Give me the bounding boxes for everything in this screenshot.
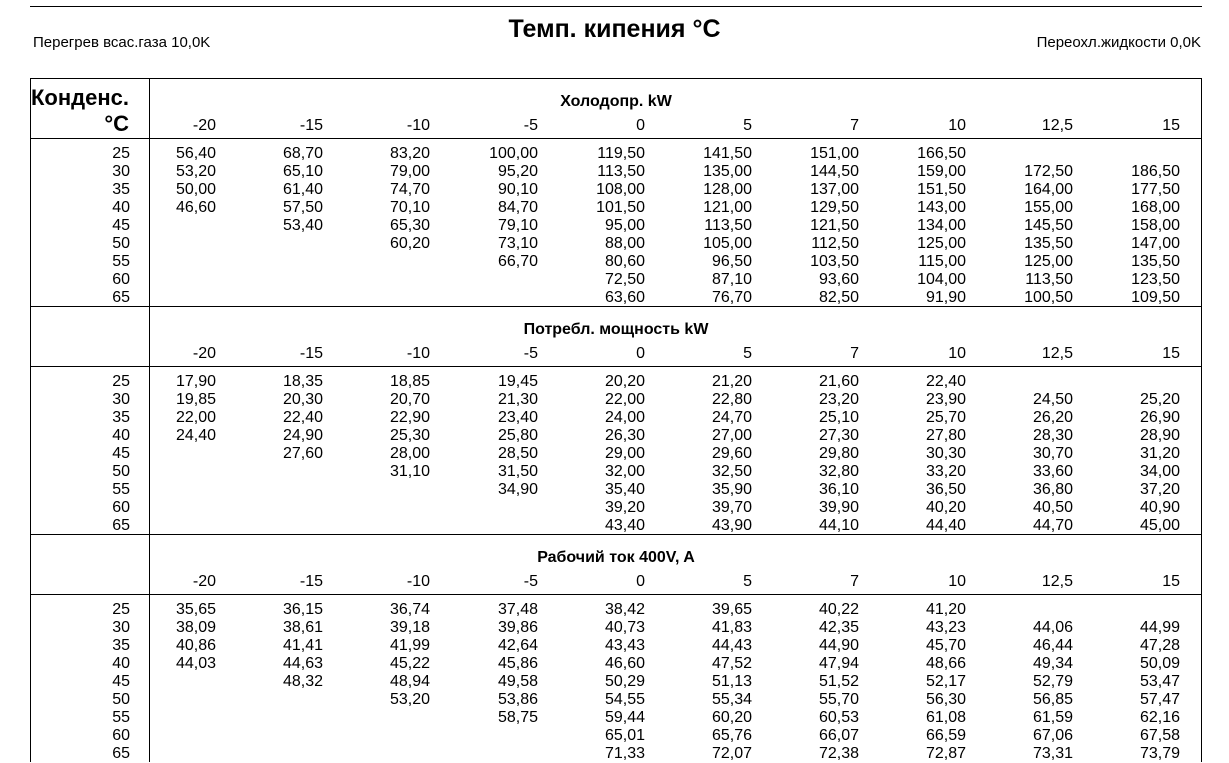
table-cell: 58,75	[497, 709, 538, 726]
table-cell: 40,20	[925, 499, 966, 516]
condensing-label-unit: °C	[104, 111, 129, 136]
condensing-temp-cell: 45	[112, 673, 130, 690]
table-cell: 47,94	[818, 655, 859, 672]
table-cell: 177,50	[1131, 181, 1180, 198]
table-cell: 25,30	[389, 427, 430, 444]
table-cell: 25,70	[925, 409, 966, 426]
table-cell: 68,70	[282, 145, 323, 162]
table-cell: 105,00	[703, 235, 752, 252]
table-cell: 172,50	[1024, 163, 1073, 180]
condensing-temp-cell: 60	[112, 271, 130, 288]
section-title: Потребл. мощность kW	[523, 321, 709, 338]
table-cell: 95,20	[497, 163, 538, 180]
performance-table	[30, 78, 1202, 762]
condensing-temp-cell: 45	[112, 445, 130, 462]
table-cell: 45,00	[1139, 517, 1180, 534]
table-cell: 20,30	[282, 391, 323, 408]
condensing-temp-cell: 50	[112, 691, 130, 708]
table-cell: 129,50	[810, 199, 859, 216]
condensing-temp-cell: 35	[112, 409, 130, 426]
condensing-temp-cell: 55	[112, 709, 130, 726]
table-cell: 186,50	[1131, 163, 1180, 180]
table-cell: 22,00	[604, 391, 645, 408]
table-cell: 23,40	[497, 409, 538, 426]
table-cell: 22,40	[925, 373, 966, 390]
evap-temp-header: -15	[299, 573, 323, 590]
table-cell: 70,10	[389, 199, 430, 216]
table-cell: 29,00	[604, 445, 645, 462]
evap-temp-header: 5	[743, 573, 752, 590]
table-cell: 113,50	[704, 217, 752, 234]
section-divider	[30, 306, 1202, 307]
table-cell: 26,30	[604, 427, 645, 444]
table-cell: 72,07	[711, 745, 752, 762]
table-cell: 72,50	[604, 271, 645, 288]
table-cell: 159,00	[917, 163, 966, 180]
table-cell: 82,50	[818, 289, 859, 306]
table-cell: 42,64	[497, 637, 538, 654]
evap-temp-header: -10	[406, 573, 430, 590]
table-cell: 17,90	[175, 373, 216, 390]
table-cell: 38,42	[604, 601, 645, 618]
section-divider	[30, 534, 1202, 535]
table-cell: 38,61	[282, 619, 323, 636]
condensing-temp-cell: 60	[112, 499, 130, 516]
evap-temp-header: -5	[523, 117, 538, 134]
table-cell: 66,70	[497, 253, 538, 270]
table-cell: 55,34	[711, 691, 752, 708]
evap-temp-header: -20	[192, 345, 216, 362]
table-cell: 40,90	[1139, 499, 1180, 516]
table-cell: 32,00	[604, 463, 645, 480]
condensing-label-line1: Конденс.	[31, 85, 129, 110]
table-cell: 40,50	[1032, 499, 1073, 516]
table-cell: 32,80	[818, 463, 859, 480]
table-cell: 151,50	[917, 181, 966, 198]
evap-temp-header: 10	[948, 117, 966, 134]
table-cell: 25,10	[818, 409, 859, 426]
table-cell: 61,40	[282, 181, 323, 198]
table-cell: 26,90	[1139, 409, 1180, 426]
table-cell: 52,79	[1032, 673, 1073, 690]
table-cell: 135,50	[1024, 235, 1073, 252]
table-cell: 39,70	[711, 499, 752, 516]
table-cell: 67,58	[1139, 727, 1180, 744]
section-header-rule	[30, 138, 1202, 139]
table-cell: 50,29	[604, 673, 645, 690]
table-cell: 44,03	[175, 655, 216, 672]
table-cell: 35,65	[175, 601, 216, 618]
table-cell: 27,30	[818, 427, 859, 444]
table-cell: 44,63	[282, 655, 323, 672]
condensing-temp-cell: 40	[112, 427, 130, 444]
condensing-temp-cell: 65	[112, 517, 130, 534]
table-cell: 48,32	[282, 673, 323, 690]
table-cell: 56,85	[1032, 691, 1073, 708]
evap-temp-header: 7	[850, 117, 859, 134]
table-cell: 36,10	[818, 481, 859, 498]
table-cell: 147,00	[1131, 235, 1180, 252]
evap-temp-header: -10	[406, 117, 430, 134]
table-cell: 123,50	[1131, 271, 1180, 288]
subcooling-label: Переохл.жидкости 0,0K	[1036, 34, 1201, 51]
table-cell: 104,00	[917, 271, 966, 288]
table-cell: 141,50	[703, 145, 752, 162]
evap-temp-header: 10	[948, 345, 966, 362]
table-cell: 115,00	[918, 253, 966, 270]
table-cell: 73,10	[497, 235, 538, 252]
table-cell: 30,70	[1032, 445, 1073, 462]
table-cell: 44,99	[1139, 619, 1180, 636]
table-cell: 49,58	[497, 673, 538, 690]
table-cell: 41,41	[282, 637, 323, 654]
table-cell: 87,10	[711, 271, 752, 288]
table-cell: 25,80	[497, 427, 538, 444]
table-cell: 79,00	[389, 163, 430, 180]
table-cell: 66,59	[925, 727, 966, 744]
table-cell: 79,10	[497, 217, 538, 234]
table-cell: 43,90	[711, 517, 752, 534]
condensing-temp-cell: 30	[112, 391, 130, 408]
table-border-right	[1201, 78, 1202, 762]
condensing-temp-cell: 35	[112, 181, 130, 198]
table-cell: 53,40	[282, 217, 323, 234]
table-cell: 22,40	[282, 409, 323, 426]
table-cell: 113,50	[1025, 271, 1073, 288]
table-cell: 100,00	[489, 145, 538, 162]
table-cell: 137,00	[810, 181, 859, 198]
table-cell: 63,60	[604, 289, 645, 306]
table-cell: 53,47	[1139, 673, 1180, 690]
table-cell: 27,80	[925, 427, 966, 444]
table-cell: 47,52	[711, 655, 752, 672]
table-cell: 24,00	[604, 409, 645, 426]
table-cell: 48,94	[389, 673, 430, 690]
table-cell: 73,79	[1139, 745, 1180, 762]
table-cell: 76,70	[711, 289, 752, 306]
table-cell: 44,90	[818, 637, 859, 654]
table-cell: 112,50	[811, 235, 859, 252]
table-cell: 46,60	[175, 199, 216, 216]
table-cell: 84,70	[497, 199, 538, 216]
condensing-temp-cell: 50	[112, 235, 130, 252]
table-cell: 29,80	[818, 445, 859, 462]
table-cell: 41,83	[711, 619, 752, 636]
table-cell: 103,50	[810, 253, 859, 270]
table-cell: 22,00	[175, 409, 216, 426]
table-cell: 74,70	[389, 181, 430, 198]
table-cell: 134,00	[917, 217, 966, 234]
condensing-temp-label	[16, 85, 129, 137]
table-cell: 108,00	[596, 181, 645, 198]
condensing-temp-cell: 25	[112, 373, 130, 390]
evap-temp-header: 12,5	[1041, 573, 1073, 590]
section-header-rule	[30, 594, 1202, 595]
condensing-temp-cell: 60	[112, 727, 130, 744]
evap-temp-header: 5	[743, 117, 752, 134]
table-cell: 32,50	[711, 463, 752, 480]
table-cell: 48,66	[925, 655, 966, 672]
evap-temp-header: 15	[1162, 573, 1180, 590]
evap-temp-header: 0	[636, 573, 645, 590]
table-cell: 28,30	[1032, 427, 1073, 444]
table-cell: 80,60	[604, 253, 645, 270]
condensing-temp-cell: 55	[112, 481, 130, 498]
table-cell: 66,07	[818, 727, 859, 744]
table-cell: 72,87	[925, 745, 966, 762]
table-cell: 39,20	[604, 499, 645, 516]
table-cell: 53,20	[175, 163, 216, 180]
table-cell: 101,50	[596, 199, 645, 216]
table-cell: 41,20	[925, 601, 966, 618]
table-cell: 44,40	[925, 517, 966, 534]
table-cell: 39,18	[389, 619, 430, 636]
table-cell: 45,70	[925, 637, 966, 654]
table-cell: 34,90	[497, 481, 538, 498]
table-cell: 51,13	[711, 673, 752, 690]
table-cell: 31,20	[1139, 445, 1180, 462]
evap-temp-header: 0	[636, 345, 645, 362]
table-border-left	[30, 78, 31, 762]
table-cell: 145,50	[1024, 217, 1073, 234]
table-cell: 151,00	[810, 145, 859, 162]
table-cell: 31,10	[389, 463, 430, 480]
table-cell: 40,86	[175, 637, 216, 654]
table-cell: 37,20	[1139, 481, 1180, 498]
table-cell: 44,43	[711, 637, 752, 654]
table-cell: 43,43	[604, 637, 645, 654]
table-cell: 39,90	[818, 499, 859, 516]
table-cell: 36,80	[1032, 481, 1073, 498]
table-cell: 109,50	[1131, 289, 1180, 306]
table-cell: 125,00	[917, 235, 966, 252]
condensing-temp-cell: 50	[112, 463, 130, 480]
table-cell: 31,50	[497, 463, 538, 480]
evap-temp-header: 0	[636, 117, 645, 134]
table-cell: 45,22	[389, 655, 430, 672]
table-cell: 24,90	[282, 427, 323, 444]
table-cell: 44,10	[818, 517, 859, 534]
evap-temp-header: 10	[948, 573, 966, 590]
table-cell: 35,40	[604, 481, 645, 498]
table-cell: 83,20	[389, 145, 430, 162]
table-cell: 33,20	[925, 463, 966, 480]
table-cell: 35,90	[711, 481, 752, 498]
evap-temp-header: 15	[1162, 345, 1180, 362]
table-cell: 55,70	[818, 691, 859, 708]
table-cell: 61,59	[1032, 709, 1073, 726]
evap-temp-header: -20	[192, 117, 216, 134]
table-cell: 60,53	[818, 709, 859, 726]
table-cell: 29,60	[711, 445, 752, 462]
table-cell: 27,00	[711, 427, 752, 444]
table-cell: 164,00	[1024, 181, 1073, 198]
table-cell: 39,86	[497, 619, 538, 636]
condensing-temp-cell: 65	[112, 745, 130, 762]
section-header-rule	[30, 366, 1202, 367]
table-cell: 57,47	[1139, 691, 1180, 708]
table-border-top	[30, 78, 1202, 79]
evap-temp-header: 5	[743, 345, 752, 362]
table-cell: 47,28	[1139, 637, 1180, 654]
table-cell: 27,60	[282, 445, 323, 462]
table-cell: 51,52	[818, 673, 859, 690]
table-cell: 22,90	[389, 409, 430, 426]
evap-temp-header: 15	[1162, 117, 1180, 134]
evap-temp-header: -5	[523, 573, 538, 590]
table-cell: 26,20	[1032, 409, 1073, 426]
evap-temp-header: 12,5	[1041, 117, 1073, 134]
table-cell: 18,35	[282, 373, 323, 390]
table-cell: 36,15	[282, 601, 323, 618]
table-cell: 50,09	[1139, 655, 1180, 672]
table-cell: 91,90	[925, 289, 966, 306]
table-cell: 50,00	[175, 181, 216, 198]
table-cell: 143,00	[917, 199, 966, 216]
condensing-temp-cell: 40	[112, 655, 130, 672]
table-cell: 72,38	[818, 745, 859, 762]
table-cell: 52,17	[925, 673, 966, 690]
table-cell: 135,00	[703, 163, 752, 180]
table-cell: 28,50	[497, 445, 538, 462]
table-cell: 59,44	[604, 709, 645, 726]
table-cell: 43,40	[604, 517, 645, 534]
table-cell: 128,00	[703, 181, 752, 198]
condensing-temp-cell: 30	[112, 619, 130, 636]
condensing-temp-cell: 30	[112, 163, 130, 180]
section-title: Рабочий ток 400V, A	[537, 549, 695, 566]
table-cell: 113,50	[597, 163, 645, 180]
table-cell: 42,35	[818, 619, 859, 636]
table-cell: 88,00	[604, 235, 645, 252]
table-cell: 168,00	[1131, 199, 1180, 216]
evap-temp-header: -5	[523, 345, 538, 362]
table-cell: 37,48	[497, 601, 538, 618]
evap-temp-header: 12,5	[1041, 345, 1073, 362]
table-cell: 100,50	[1024, 289, 1073, 306]
table-cell: 40,73	[604, 619, 645, 636]
table-cell: 144,50	[810, 163, 859, 180]
table-cell: 28,00	[389, 445, 430, 462]
table-cell: 44,70	[1032, 517, 1073, 534]
table-cell: 28,90	[1139, 427, 1180, 444]
table-cell: 38,09	[175, 619, 216, 636]
table-cell: 95,00	[604, 217, 645, 234]
table-cell: 43,23	[925, 619, 966, 636]
table-cell: 56,40	[175, 145, 216, 162]
table-cell: 18,85	[389, 373, 430, 390]
table-cell: 30,30	[925, 445, 966, 462]
table-cell: 21,60	[818, 373, 859, 390]
table-cell: 36,50	[925, 481, 966, 498]
evap-temp-header: -10	[406, 345, 430, 362]
table-cell: 65,10	[282, 163, 323, 180]
table-cell: 125,00	[1024, 253, 1073, 270]
evap-temp-header: 7	[850, 345, 859, 362]
condensing-temp-cell: 45	[112, 217, 130, 234]
evap-temp-header: -15	[299, 117, 323, 134]
table-cell: 44,06	[1032, 619, 1073, 636]
superheat-label: Перегрев всас.газа 10,0K	[33, 34, 211, 51]
table-cell: 121,50	[810, 217, 859, 234]
table-cell: 19,45	[497, 373, 538, 390]
condensing-temp-cell: 65	[112, 289, 130, 306]
table-cell: 121,00	[703, 199, 752, 216]
table-cell: 21,20	[711, 373, 752, 390]
table-cell: 53,86	[497, 691, 538, 708]
table-cell: 24,50	[1032, 391, 1073, 408]
table-cell: 96,50	[711, 253, 752, 270]
table-cell: 57,50	[282, 199, 323, 216]
section-title: Холодопр. kW	[560, 93, 672, 110]
condensing-temp-cell: 25	[112, 601, 130, 618]
table-cell: 23,90	[925, 391, 966, 408]
evap-temp-header: 7	[850, 573, 859, 590]
table-cell: 24,40	[175, 427, 216, 444]
table-cell: 61,08	[925, 709, 966, 726]
table-cell: 46,44	[1032, 637, 1073, 654]
table-cell: 56,30	[925, 691, 966, 708]
table-cell: 71,33	[604, 745, 645, 762]
table-cell: 60,20	[389, 235, 430, 252]
table-cell: 24,70	[711, 409, 752, 426]
condensing-temp-cell: 40	[112, 199, 130, 216]
table-cell: 23,20	[818, 391, 859, 408]
table-cell: 93,60	[818, 271, 859, 288]
table-cell: 49,34	[1032, 655, 1073, 672]
table-cell: 155,00	[1024, 199, 1073, 216]
table-cell: 20,20	[604, 373, 645, 390]
condensing-temp-cell: 35	[112, 637, 130, 654]
table-cell: 33,60	[1032, 463, 1073, 480]
table-cell: 62,16	[1139, 709, 1180, 726]
evap-temp-header: -15	[299, 345, 323, 362]
table-cell: 53,20	[389, 691, 430, 708]
table-cell: 60,20	[711, 709, 752, 726]
table-cell: 39,65	[711, 601, 752, 618]
table-cell: 25,20	[1139, 391, 1180, 408]
table-cell: 65,30	[389, 217, 430, 234]
table-cell: 19,85	[175, 391, 216, 408]
table-cell: 36,74	[389, 601, 430, 618]
table-cell: 73,31	[1032, 745, 1073, 762]
table-cell: 158,00	[1131, 217, 1180, 234]
table-cell: 54,55	[604, 691, 645, 708]
table-cell: 65,76	[711, 727, 752, 744]
table-cell: 65,01	[604, 727, 645, 744]
page-title: Темп. кипения °C	[508, 15, 721, 43]
table-cell: 41,99	[389, 637, 430, 654]
table-cell: 45,86	[497, 655, 538, 672]
table-cell: 22,80	[711, 391, 752, 408]
table-cell: 46,60	[604, 655, 645, 672]
table-cell: 20,70	[389, 391, 430, 408]
condensing-temp-cell: 55	[112, 253, 130, 270]
evap-temp-header: -20	[192, 573, 216, 590]
table-cell: 34,00	[1139, 463, 1180, 480]
table-cell: 135,50	[1131, 253, 1180, 270]
table-cell: 90,10	[497, 181, 538, 198]
condensing-temp-cell: 25	[112, 145, 130, 162]
table-cell: 119,50	[597, 145, 645, 162]
table-cell: 166,50	[917, 145, 966, 162]
table-cell: 21,30	[497, 391, 538, 408]
table-cell: 40,22	[818, 601, 859, 618]
table-cell: 67,06	[1032, 727, 1073, 744]
top-rule	[30, 6, 1202, 7]
